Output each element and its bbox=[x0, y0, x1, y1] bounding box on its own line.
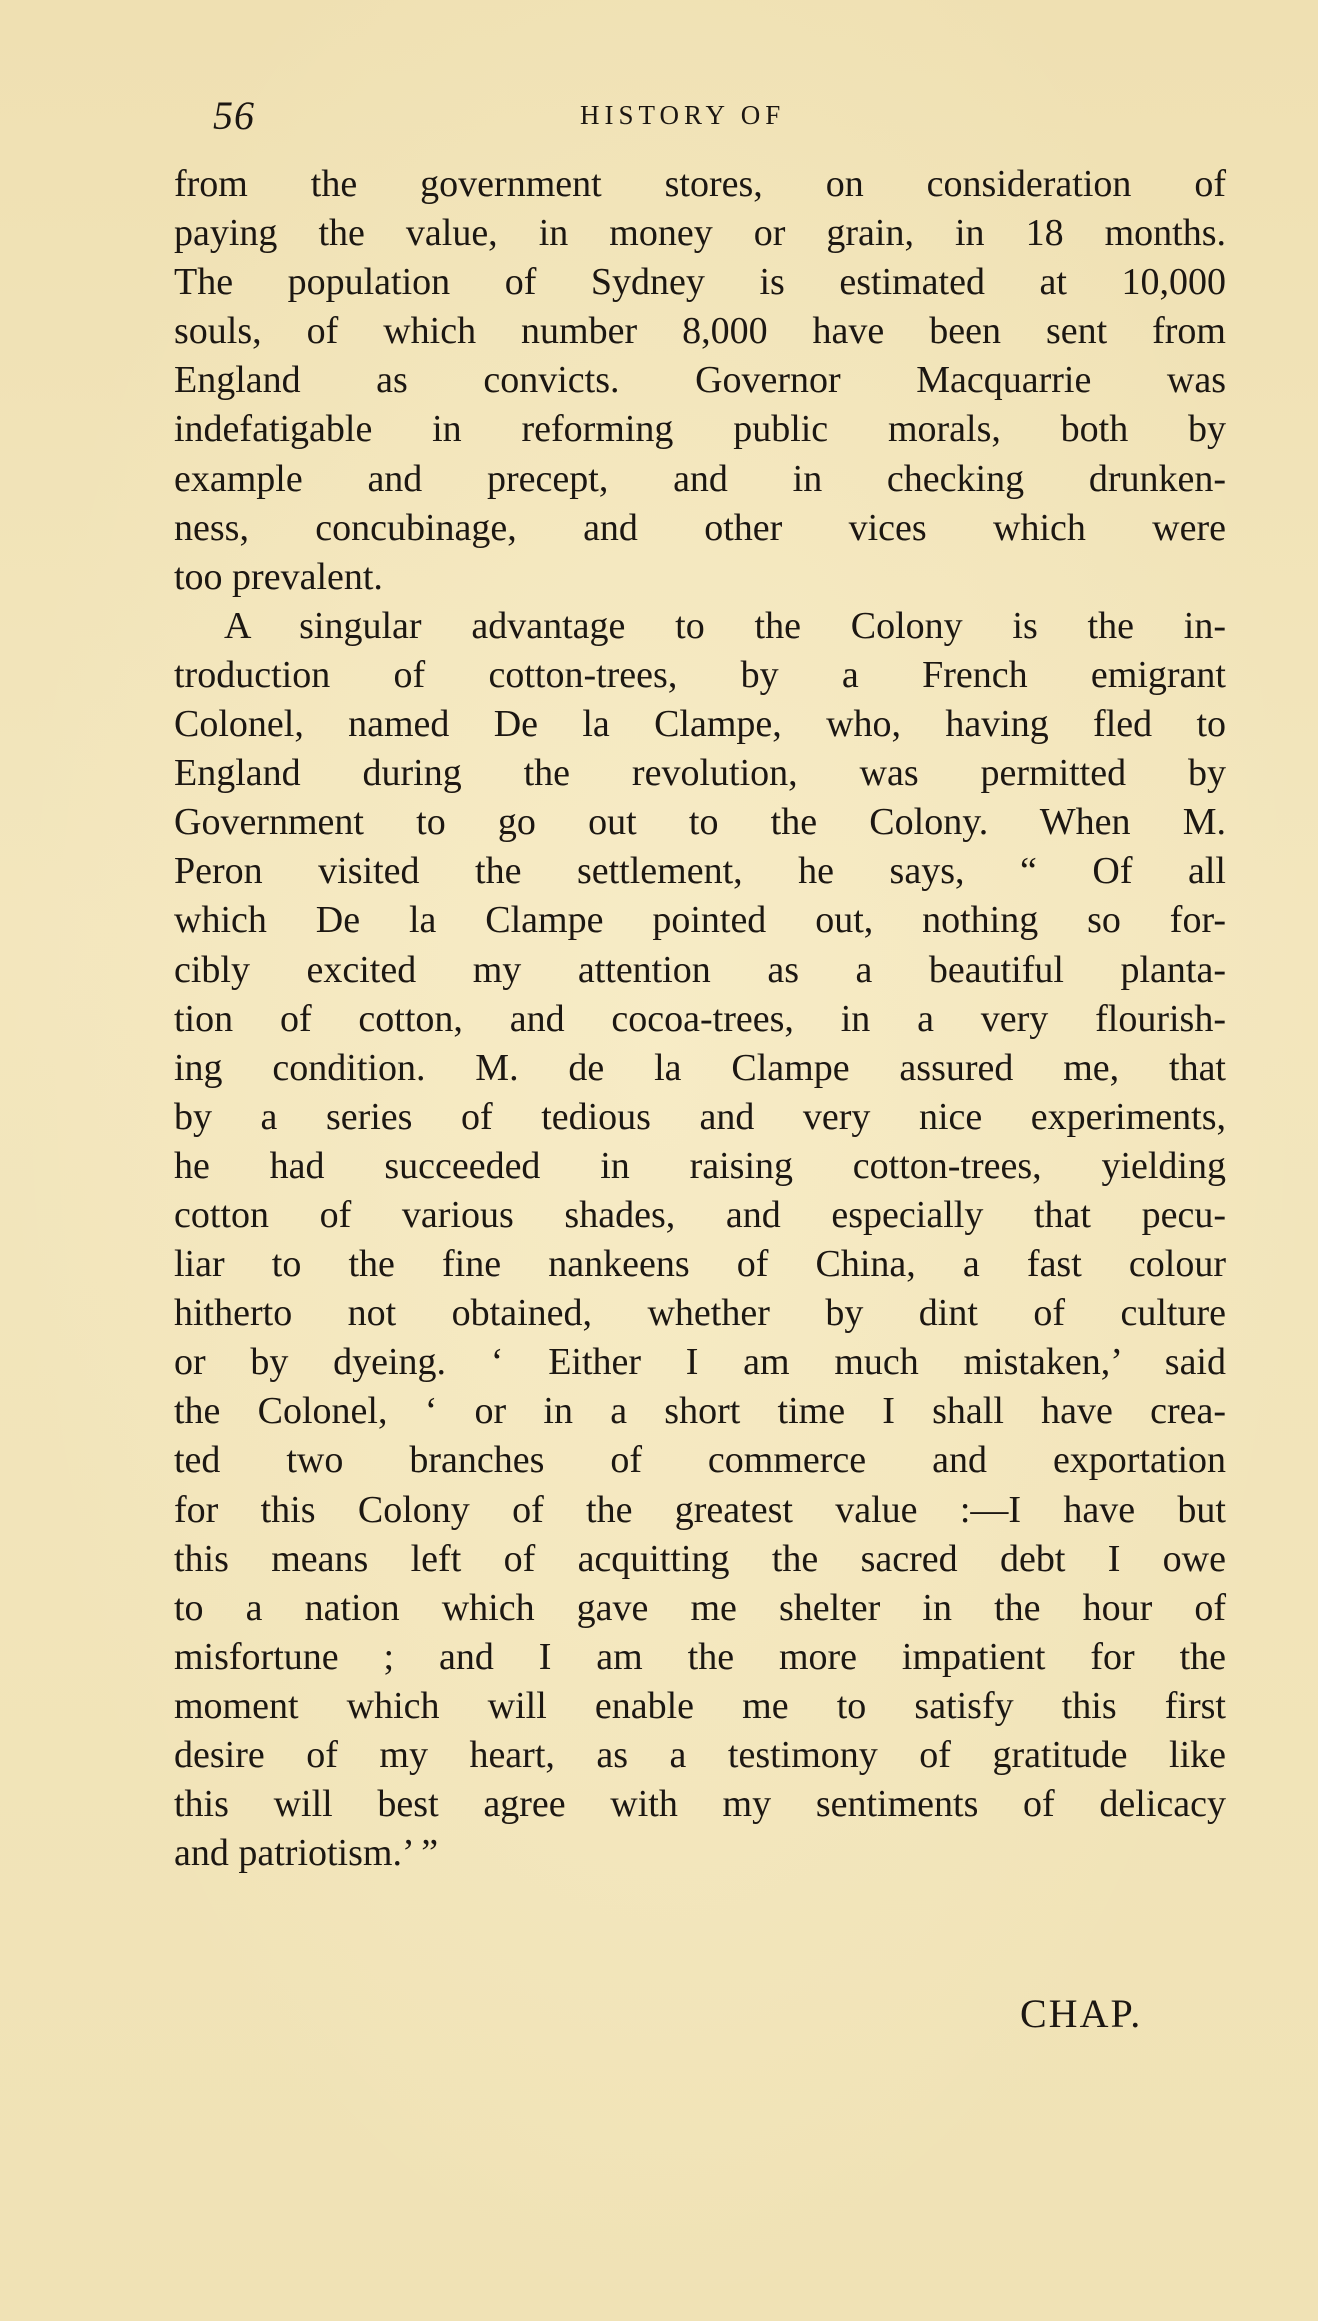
text-line: from the government stores, on consideration of bbox=[174, 163, 1226, 205]
text-line: England as convicts. Governor Macquarrie was bbox=[174, 359, 1226, 402]
text-line: ing condition. M. de la Clampe assured me, that bbox=[174, 1046, 1226, 1089]
text-line: Government to go out to the Colony. When M. bbox=[174, 801, 1226, 844]
text-line: cibly excited my attention as a beautiful planta- bbox=[174, 948, 1226, 991]
catchword: CHAP. bbox=[1020, 1991, 1143, 2036]
body-text bbox=[174, 160, 1226, 1878]
text-line: too prevalent. bbox=[174, 555, 383, 598]
text-line: or by dyeing. ‘ Either I am much mistaken,’ said bbox=[174, 1341, 1226, 1384]
text-line: for this Colony of the greatest value :—I have but bbox=[174, 1488, 1226, 1531]
text-line: which De la Clampe pointed out, nothing so for- bbox=[174, 899, 1226, 942]
page-header bbox=[175, 92, 1205, 142]
text-line: this will best agree with my sentiments of delicacy bbox=[174, 1783, 1226, 1826]
text-line: liar to the fine nankeens of China, a fast colour bbox=[174, 1243, 1226, 1286]
text-line: this means left of acquitting the sacred debt I owe bbox=[174, 1537, 1226, 1580]
text-line: cotton of various shades, and especially that pecu- bbox=[174, 1193, 1226, 1236]
text-line: The population of Sydney is estimated at 10,000 bbox=[174, 261, 1226, 304]
text-line: indefatigable in reforming public morals, both by bbox=[174, 408, 1226, 451]
text-line: England during the revolution, was permitted by bbox=[174, 752, 1226, 795]
text-line: example and precept, and in checking drunken- bbox=[174, 457, 1226, 500]
text-line: Colonel, named De la Clampe, who, having fled to bbox=[174, 703, 1226, 746]
text-line: to a nation which gave me shelter in the hour of bbox=[174, 1586, 1226, 1629]
text-line: souls, of which number 8,000 have been sent from bbox=[174, 310, 1226, 353]
text-line: paying the value, in money or grain, in 18 months. bbox=[174, 212, 1226, 255]
text-line: tion of cotton, and cocoa-trees, in a very flourish- bbox=[174, 997, 1226, 1040]
text-line: Peron visited the settlement, he says, “ Of all bbox=[174, 850, 1226, 893]
text-line: desire of my heart, as a testimony of gratitude like bbox=[174, 1734, 1226, 1776]
text-line: hitherto not obtained, whether by dint of culture bbox=[174, 1292, 1226, 1335]
text-line: the Colonel, ‘ or in a short time I shall have crea- bbox=[174, 1390, 1226, 1433]
text-line: ted two branches of commerce and exportation bbox=[174, 1439, 1226, 1482]
text-line: misfortune ; and I am the more impatient for the bbox=[174, 1635, 1226, 1678]
page-number: 56 bbox=[213, 93, 255, 138]
text-line: and patriotism.’ ” bbox=[174, 1832, 439, 1875]
text-line: moment which will enable me to satisfy this first bbox=[174, 1684, 1226, 1727]
text-line: ness, concubinage, and other vices which were bbox=[174, 506, 1226, 549]
running-head: HISTORY OF bbox=[580, 100, 786, 130]
text-line: he had succeeded in raising cotton-trees, yielding bbox=[174, 1144, 1226, 1187]
text-line: troduction of cotton-trees, by a French emigrant bbox=[174, 653, 1226, 696]
paragraph-first-line: A singular advantage to the Colony is the in- bbox=[224, 604, 1226, 647]
text-line: by a series of tedious and very nice experiments, bbox=[174, 1095, 1226, 1138]
